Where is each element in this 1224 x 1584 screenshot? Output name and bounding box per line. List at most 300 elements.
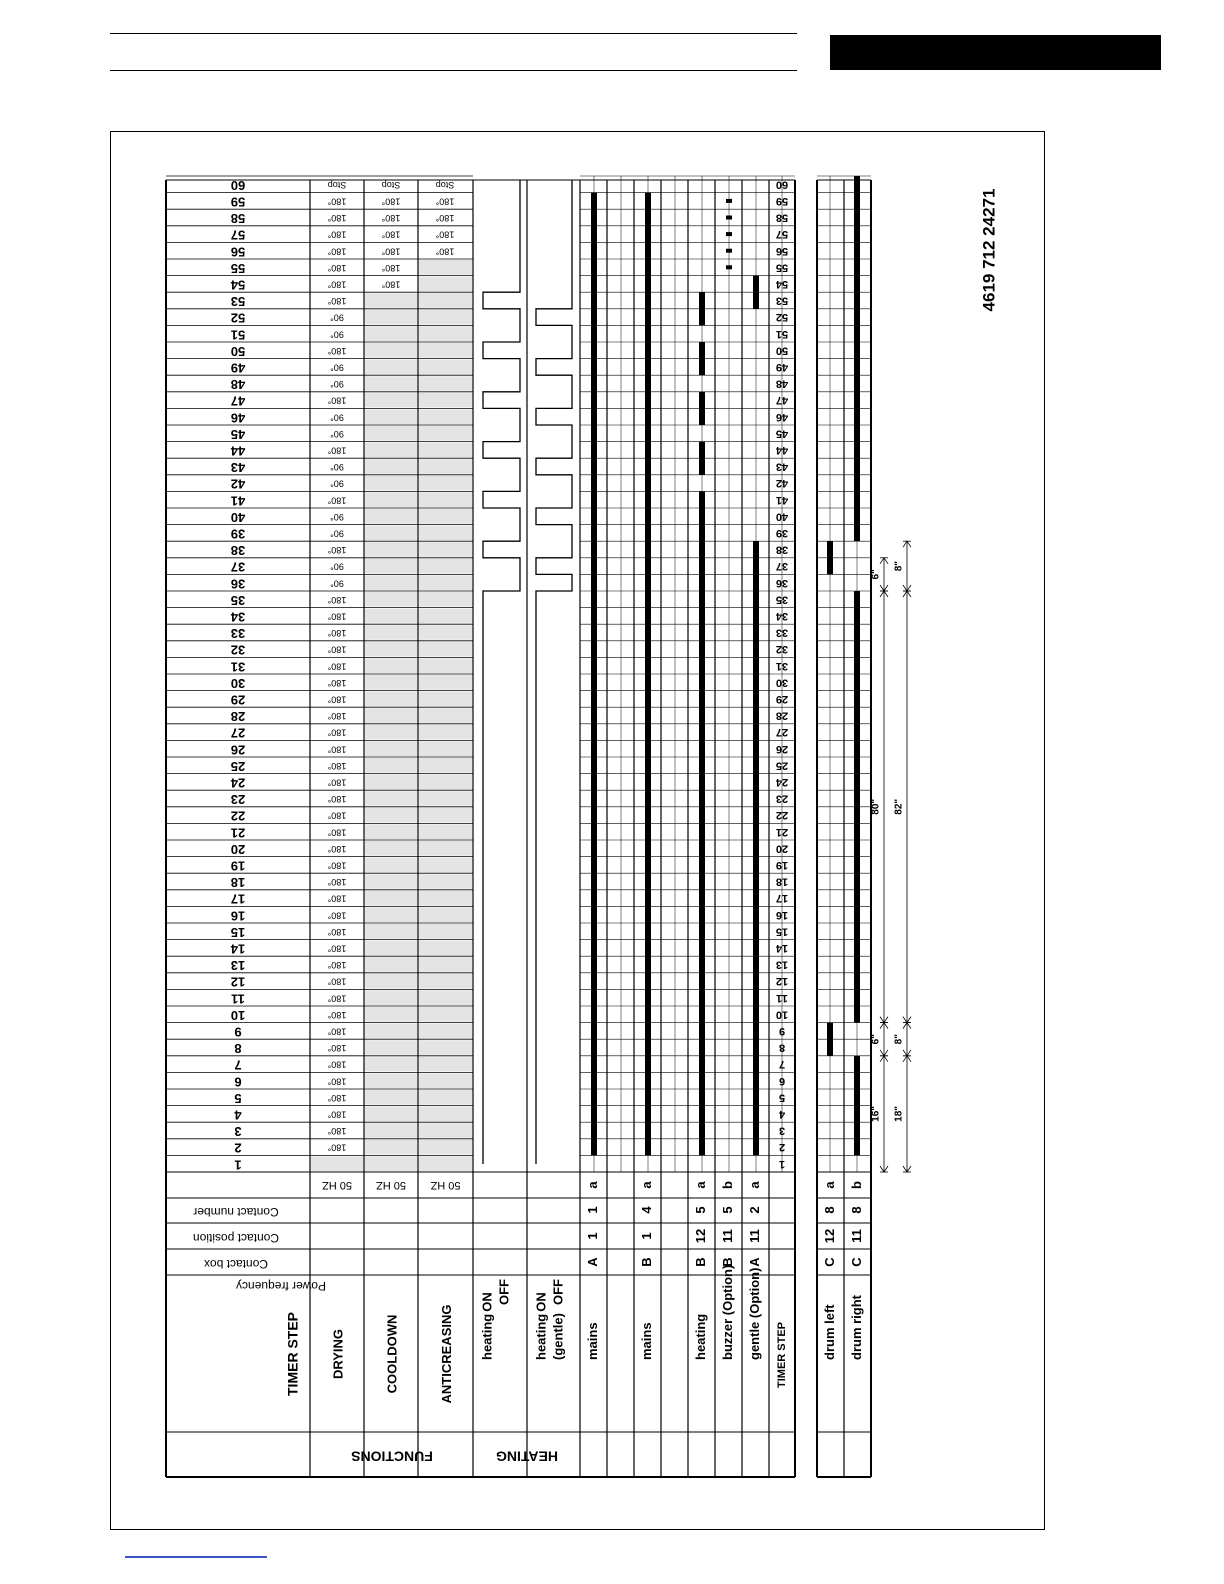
functions-section-label: FUNCTIONS xyxy=(351,1448,433,1465)
drying-value-7: 180° xyxy=(327,1059,347,1070)
step-number-6: 6 xyxy=(234,1074,242,1090)
step-number-3: 3 xyxy=(234,1124,242,1140)
cooldown-shade-17 xyxy=(365,891,417,906)
dim-d1-label: 16" xyxy=(870,1105,882,1122)
dim-d4-label: 8" xyxy=(893,1034,905,1045)
step-number-31: 31 xyxy=(230,659,246,675)
drum-num-0: 8 xyxy=(821,1206,837,1214)
contact-pos-1: 1 xyxy=(638,1232,654,1240)
anticreasing-shade-13 xyxy=(419,957,472,972)
cooldown-shade-24 xyxy=(365,775,417,790)
timer-step-number-32: 32 xyxy=(775,643,789,656)
timer-step-number-38: 38 xyxy=(775,543,789,556)
drying-value-5: 180° xyxy=(327,1092,347,1103)
cooldown-value-54: 180° xyxy=(381,279,401,290)
drum-freq-0: a xyxy=(821,1181,837,1189)
drying-value-55: 180° xyxy=(327,262,347,273)
anticreasing-shade-36 xyxy=(419,575,472,590)
contact-num-1: 4 xyxy=(638,1206,654,1214)
drying-value-52: 90° xyxy=(330,312,344,323)
anticreasing-shade-34 xyxy=(419,609,472,624)
timer-step-number-54: 54 xyxy=(775,277,789,290)
contact-freq-1: a xyxy=(638,1181,654,1189)
anticreasing-shade-27 xyxy=(419,725,472,740)
timer-step-number-40: 40 xyxy=(775,510,789,523)
drying-value-32: 180° xyxy=(327,644,347,655)
heating-off-0: OFF xyxy=(496,1279,512,1305)
anticreasing-shade-48 xyxy=(419,376,472,391)
timer-step-number-21: 21 xyxy=(775,825,789,838)
contact-box-1: B xyxy=(638,1257,654,1267)
cooldown-shade-8 xyxy=(365,1040,417,1055)
step-number-2: 2 xyxy=(234,1140,242,1156)
anticreasing-shade-46 xyxy=(419,409,472,424)
cooldown-value-58: 180° xyxy=(381,213,401,224)
timer-step-number-8: 8 xyxy=(778,1041,786,1054)
cooldown-shade-3 xyxy=(365,1123,417,1138)
cooldown-shade-18 xyxy=(365,874,417,889)
cooldown-shade-22 xyxy=(365,808,417,823)
timer-step-number-22: 22 xyxy=(775,809,789,822)
cooldown-shade-10 xyxy=(365,1007,417,1022)
timer-step-header: TIMER STEP xyxy=(284,1311,301,1397)
anticreasing-shade-14 xyxy=(419,941,472,956)
heating-contact-bar-4 xyxy=(699,292,705,325)
anticreasing-shade-3 xyxy=(419,1123,472,1138)
anticreasing-shade-47 xyxy=(419,393,472,408)
buzzer-mark-4 xyxy=(726,199,732,203)
cooldown-shade-41 xyxy=(365,492,417,507)
drying-value-56: 180° xyxy=(327,246,347,257)
anticreasing-shade-25 xyxy=(419,758,472,773)
gentle-contact-bar-0 xyxy=(753,591,759,1155)
timer-step-number-58: 58 xyxy=(775,211,789,224)
drying-value-28: 180° xyxy=(327,711,347,722)
heating-sublabel-1: (gentle) xyxy=(550,1313,566,1360)
anticreasing-shade-16 xyxy=(419,907,472,922)
anticreasing-shade-8 xyxy=(419,1040,472,1055)
anticreasing-shade-53 xyxy=(419,293,472,308)
drum-pos-0: 12 xyxy=(821,1228,837,1244)
anticreasing-shade-30 xyxy=(419,675,472,690)
step-number-34: 34 xyxy=(230,609,246,625)
contact-box-label: Contact box xyxy=(203,1256,269,1271)
step-number-7: 7 xyxy=(234,1057,242,1073)
cooldown-shade-46 xyxy=(365,409,417,424)
timer-step-number-15: 15 xyxy=(775,925,789,938)
anticreasing-value-56: 180° xyxy=(435,246,455,257)
anticreasing-shade-18 xyxy=(419,874,472,889)
contact-label-1: mains xyxy=(638,1322,654,1360)
anticreasing-shade-45 xyxy=(419,426,472,441)
anticreasing-shade-33 xyxy=(419,625,472,640)
anticreasing-shade-7 xyxy=(419,1057,472,1072)
buzzer-mark-2 xyxy=(726,232,732,236)
footer-link[interactable] xyxy=(125,1556,267,1558)
cooldown-shade-29 xyxy=(365,692,417,707)
step-number-42: 42 xyxy=(230,476,246,492)
timer-step-number-35: 35 xyxy=(775,593,789,606)
contact-label-3: buzzer (Option) xyxy=(719,1264,735,1360)
step-number-51: 51 xyxy=(230,327,246,343)
cooldown-shade-47 xyxy=(365,393,417,408)
cooldown-shade-49 xyxy=(365,360,417,375)
contact-pos-4: 11 xyxy=(746,1229,762,1243)
drying-value-50: 180° xyxy=(327,345,347,356)
step-number-53: 53 xyxy=(230,294,246,310)
step-number-25: 25 xyxy=(230,758,246,774)
timer-step-number-6: 6 xyxy=(778,1074,786,1087)
step-number-41: 41 xyxy=(230,493,246,509)
anticreasing-shade-38 xyxy=(419,542,472,557)
timer-step-number-29: 29 xyxy=(775,692,789,705)
drying-value-34: 180° xyxy=(327,611,347,622)
step-number-44: 44 xyxy=(230,443,246,459)
cooldown-shade-43 xyxy=(365,459,417,474)
power-frequency-label: Power frequency xyxy=(236,1278,327,1293)
step-number-26: 26 xyxy=(230,742,246,758)
cooldown-shade-48 xyxy=(365,376,417,391)
contact-label-2: heating xyxy=(692,1313,708,1360)
timer-step-number-2: 2 xyxy=(778,1141,786,1154)
cooldown-shade-5 xyxy=(365,1090,417,1105)
cooldown-shade-16 xyxy=(365,907,417,922)
drying-value-9: 180° xyxy=(327,1026,347,1037)
mains-b-bar xyxy=(645,193,651,1156)
timer-step-number-56: 56 xyxy=(775,244,789,257)
drying-value-14: 180° xyxy=(327,943,347,954)
drying-value-49: 90° xyxy=(330,362,344,373)
drying-value-40: 90° xyxy=(330,511,344,522)
timer-step-number-31: 31 xyxy=(775,659,789,672)
step-number-48: 48 xyxy=(230,377,246,393)
drum-num-1: 8 xyxy=(848,1206,864,1214)
anticreasing-shade-17 xyxy=(419,891,472,906)
step-number-50: 50 xyxy=(230,343,246,359)
step-number-36: 36 xyxy=(230,576,246,592)
anticreasing-shade-51 xyxy=(419,326,472,341)
contact-box-2: B xyxy=(692,1257,708,1267)
anticreasing-value-59: 180° xyxy=(435,196,455,207)
drying-value-13: 180° xyxy=(327,960,347,971)
cooldown-shade-2 xyxy=(365,1140,417,1155)
anticreasing-shade-11 xyxy=(419,990,472,1005)
timer-step-number-53: 53 xyxy=(775,294,789,307)
step-number-8: 8 xyxy=(234,1041,242,1057)
timer-step-number-9: 9 xyxy=(778,1024,786,1037)
timer-step-number-12: 12 xyxy=(775,975,789,988)
heating-contact-bar-3 xyxy=(699,342,705,375)
drying-value-16: 180° xyxy=(327,910,347,921)
drying-value-24: 180° xyxy=(327,777,347,788)
drum-right-bar-0 xyxy=(854,1056,860,1156)
drum-box-0: C xyxy=(821,1257,837,1267)
drum-freq-1: b xyxy=(848,1181,864,1189)
contact-pos-3: 11 xyxy=(719,1229,735,1243)
cooldown-shade-42 xyxy=(365,476,417,491)
drying-value-59: 180° xyxy=(327,196,347,207)
anticreasing-shade-12 xyxy=(419,974,472,989)
cooldown-value-55: 180° xyxy=(381,262,401,273)
drying-value-35: 180° xyxy=(327,594,347,605)
anticreasing-shade-54 xyxy=(419,277,472,292)
cooldown-value-57: 180° xyxy=(381,229,401,240)
function-label-0: DRYING xyxy=(330,1328,346,1380)
timer-step-number-60: 60 xyxy=(775,178,789,191)
timer-step-number-41: 41 xyxy=(775,493,789,506)
timer-step-number-33: 33 xyxy=(775,626,789,639)
cooldown-shade-39 xyxy=(365,526,417,541)
cooldown-value-60: Stop xyxy=(381,179,401,190)
drying-value-43: 90° xyxy=(330,462,344,473)
step-number-5: 5 xyxy=(234,1090,242,1106)
drum-right-bar-1 xyxy=(854,591,860,1023)
step-number-23: 23 xyxy=(230,792,246,808)
anticreasing-shade-42 xyxy=(419,476,472,491)
timer-step-number-13: 13 xyxy=(775,958,789,971)
timer-step-number-7: 7 xyxy=(778,1058,786,1071)
anticreasing-shade-22 xyxy=(419,808,472,823)
buzzer-mark-1 xyxy=(726,249,732,253)
step-number-37: 37 xyxy=(230,559,246,575)
step-number-30: 30 xyxy=(230,675,246,691)
drying-value-23: 180° xyxy=(327,794,347,805)
timer-step-number-47: 47 xyxy=(775,394,789,407)
anticreasing-shade-43 xyxy=(419,459,472,474)
drying-value-4: 180° xyxy=(327,1109,347,1120)
step-number-45: 45 xyxy=(230,426,246,442)
gentle-contact-bar-2 xyxy=(753,276,759,309)
cooldown-shade-33 xyxy=(365,625,417,640)
step-number-12: 12 xyxy=(230,974,246,990)
function-power-1: 50 HZ xyxy=(376,1179,406,1192)
drying-value-10: 180° xyxy=(327,1009,347,1020)
drying-value-33: 180° xyxy=(327,628,347,639)
heating-contact-bar-1 xyxy=(699,442,705,475)
cooldown-shade-28 xyxy=(365,708,417,723)
drying-value-42: 90° xyxy=(330,478,344,489)
heating-contact-bar-0 xyxy=(699,491,705,1155)
contact-num-0: 1 xyxy=(584,1206,600,1214)
contact-number-label: Contact number xyxy=(193,1204,279,1219)
drying-value-46: 90° xyxy=(330,412,344,423)
contact-box-0: A xyxy=(584,1257,600,1267)
step-number-9: 9 xyxy=(234,1024,242,1040)
cooldown-shade-31 xyxy=(365,658,417,673)
anticreasing-value-58: 180° xyxy=(435,213,455,224)
drying-value-29: 180° xyxy=(327,694,347,705)
anticreasing-shade-20 xyxy=(419,841,472,856)
drying-value-45: 90° xyxy=(330,428,344,439)
timer-step-number-57: 57 xyxy=(775,228,789,241)
step-number-27: 27 xyxy=(230,725,246,741)
timer-step-number-49: 49 xyxy=(775,360,789,373)
dim-d2-label: 18" xyxy=(893,1105,905,1122)
gentle-contact-bar-1 xyxy=(753,541,759,591)
timer-step-number-34: 34 xyxy=(775,609,789,622)
heating-label-0: heating xyxy=(479,1313,495,1360)
contact-label-4: gentle (Option) xyxy=(746,1267,762,1360)
anticreasing-shade-44 xyxy=(419,443,472,458)
timer-step-number-46: 46 xyxy=(775,410,789,423)
timer-step-number-51: 51 xyxy=(775,327,789,340)
step-number-21: 21 xyxy=(230,825,246,841)
step-number-18: 18 xyxy=(230,875,246,891)
heating-off-1: OFF xyxy=(550,1279,566,1305)
timer-step-number-1: 1 xyxy=(778,1157,786,1170)
contact-num-4: 2 xyxy=(746,1206,762,1214)
anticreasing-shade-10 xyxy=(419,1007,472,1022)
step-number-49: 49 xyxy=(230,360,246,376)
drying-value-31: 180° xyxy=(327,661,347,672)
document-id: 4619 712 24271 xyxy=(979,188,999,312)
drying-value-54: 180° xyxy=(327,279,347,290)
anticreasing-shade-35 xyxy=(419,592,472,607)
timer-step-number-23: 23 xyxy=(775,792,789,805)
cooldown-shade-52 xyxy=(365,310,417,325)
timer-step-number-4: 4 xyxy=(778,1107,786,1120)
cooldown-shade-7 xyxy=(365,1057,417,1072)
contact-position-label: Contact position xyxy=(192,1230,280,1245)
anticreasing-shade-28 xyxy=(419,708,472,723)
timer-step-number-16: 16 xyxy=(775,908,789,921)
anticreasing-shade-50 xyxy=(419,343,472,358)
anticreasing-shade-39 xyxy=(419,526,472,541)
drying-value-2: 180° xyxy=(327,1142,347,1153)
anticreasing-shade-55 xyxy=(419,260,472,275)
step-number-1: 1 xyxy=(234,1157,242,1173)
cooldown-shade-25 xyxy=(365,758,417,773)
drying-shade-1 xyxy=(311,1156,363,1171)
cooldown-shade-1 xyxy=(365,1156,417,1171)
cooldown-shade-14 xyxy=(365,941,417,956)
dim-d5-label: 80" xyxy=(870,798,882,815)
anticreasing-shade-21 xyxy=(419,824,472,839)
drying-value-44: 180° xyxy=(327,445,347,456)
dim-d8-label: 8" xyxy=(893,560,905,572)
contact-freq-2: a xyxy=(692,1181,708,1189)
drum-left-bar-1 xyxy=(827,541,833,574)
drying-value-8: 180° xyxy=(327,1043,347,1054)
timer-step-number-19: 19 xyxy=(775,858,789,871)
step-number-10: 10 xyxy=(230,1007,246,1023)
cooldown-shade-26 xyxy=(365,741,417,756)
drying-value-19: 180° xyxy=(327,860,347,871)
timer-step-number-45: 45 xyxy=(775,427,789,440)
heating-on-1: ON xyxy=(533,1292,549,1312)
timer-step-number-5: 5 xyxy=(778,1091,786,1104)
timer-step-number-48: 48 xyxy=(775,377,789,390)
timer-step-number-18: 18 xyxy=(775,875,789,888)
buzzer-mark-3 xyxy=(726,216,732,220)
function-label-2: ANTICREASING xyxy=(438,1304,454,1404)
dim-d6-label: 82" xyxy=(893,798,905,815)
cooldown-shade-23 xyxy=(365,791,417,806)
step-number-33: 33 xyxy=(230,626,246,642)
drying-value-38: 180° xyxy=(327,545,347,556)
timer-step-number-50: 50 xyxy=(775,344,789,357)
anticreasing-shade-15 xyxy=(419,924,472,939)
timer-step-number-10: 10 xyxy=(775,1008,789,1021)
cooldown-shade-36 xyxy=(365,575,417,590)
drum-left-bar-0 xyxy=(827,1023,833,1056)
step-number-15: 15 xyxy=(230,924,246,940)
drying-value-17: 180° xyxy=(327,893,347,904)
anticreasing-shade-26 xyxy=(419,741,472,756)
function-power-2: 50 HZ xyxy=(430,1179,461,1192)
drying-value-15: 180° xyxy=(327,926,347,937)
timer-step-number-27: 27 xyxy=(775,726,789,739)
cooldown-shade-32 xyxy=(365,642,417,657)
drying-value-60: Stop xyxy=(327,179,347,190)
heating-label-1: heating xyxy=(533,1313,549,1360)
contact-pos-0: 1 xyxy=(584,1232,600,1240)
timer-step-number-37: 37 xyxy=(775,560,789,573)
timer-step-number-52: 52 xyxy=(775,311,789,324)
timer-step-number-11: 11 xyxy=(776,991,788,1004)
drum-label-0: drum left xyxy=(821,1304,837,1360)
cooldown-shade-35 xyxy=(365,592,417,607)
step-number-56: 56 xyxy=(230,244,246,260)
step-number-4: 4 xyxy=(234,1107,242,1123)
drying-value-3: 180° xyxy=(327,1126,347,1137)
anticreasing-shade-1 xyxy=(419,1156,472,1171)
cooldown-shade-21 xyxy=(365,824,417,839)
drying-value-27: 180° xyxy=(327,727,347,738)
step-number-32: 32 xyxy=(230,642,246,658)
cooldown-shade-12 xyxy=(365,974,417,989)
drying-value-36: 90° xyxy=(330,578,344,589)
cooldown-shade-6 xyxy=(365,1073,417,1088)
step-number-46: 46 xyxy=(230,410,246,426)
contact-label-0: mains xyxy=(584,1322,600,1360)
step-number-16: 16 xyxy=(230,908,246,924)
step-number-60: 60 xyxy=(230,177,246,193)
step-number-55: 55 xyxy=(230,260,246,276)
timer-step-number-44: 44 xyxy=(775,443,789,456)
drying-value-30: 180° xyxy=(327,677,347,688)
timer-step-number-25: 25 xyxy=(775,759,789,772)
cooldown-shade-30 xyxy=(365,675,417,690)
step-number-14: 14 xyxy=(230,941,246,957)
drying-value-11: 180° xyxy=(327,993,347,1004)
anticreasing-shade-31 xyxy=(419,658,472,673)
anticreasing-value-57: 180° xyxy=(435,229,455,240)
drum-pos-1: 11 xyxy=(848,1229,864,1243)
step-number-47: 47 xyxy=(230,393,246,409)
drying-value-6: 180° xyxy=(327,1076,347,1087)
anticreasing-shade-2 xyxy=(419,1140,472,1155)
cooldown-shade-37 xyxy=(365,559,417,574)
step-number-38: 38 xyxy=(230,543,246,559)
drum-box-1: C xyxy=(848,1257,864,1267)
anticreasing-shade-9 xyxy=(419,1024,472,1039)
cooldown-shade-11 xyxy=(365,990,417,1005)
anticreasing-shade-29 xyxy=(419,692,472,707)
contact-box-4: A xyxy=(746,1257,762,1267)
buzzer-mark-0 xyxy=(726,265,732,269)
cooldown-shade-45 xyxy=(365,426,417,441)
cooldown-shade-9 xyxy=(365,1024,417,1039)
drum-label-1: drum right xyxy=(848,1295,864,1360)
cooldown-shade-19 xyxy=(365,858,417,873)
cooldown-shade-15 xyxy=(365,924,417,939)
contact-pos-2: 12 xyxy=(692,1228,708,1244)
timer-step-number-24: 24 xyxy=(775,775,789,788)
drying-value-51: 90° xyxy=(330,329,344,340)
step-number-59: 59 xyxy=(230,194,246,210)
cooldown-value-56: 180° xyxy=(381,246,401,257)
